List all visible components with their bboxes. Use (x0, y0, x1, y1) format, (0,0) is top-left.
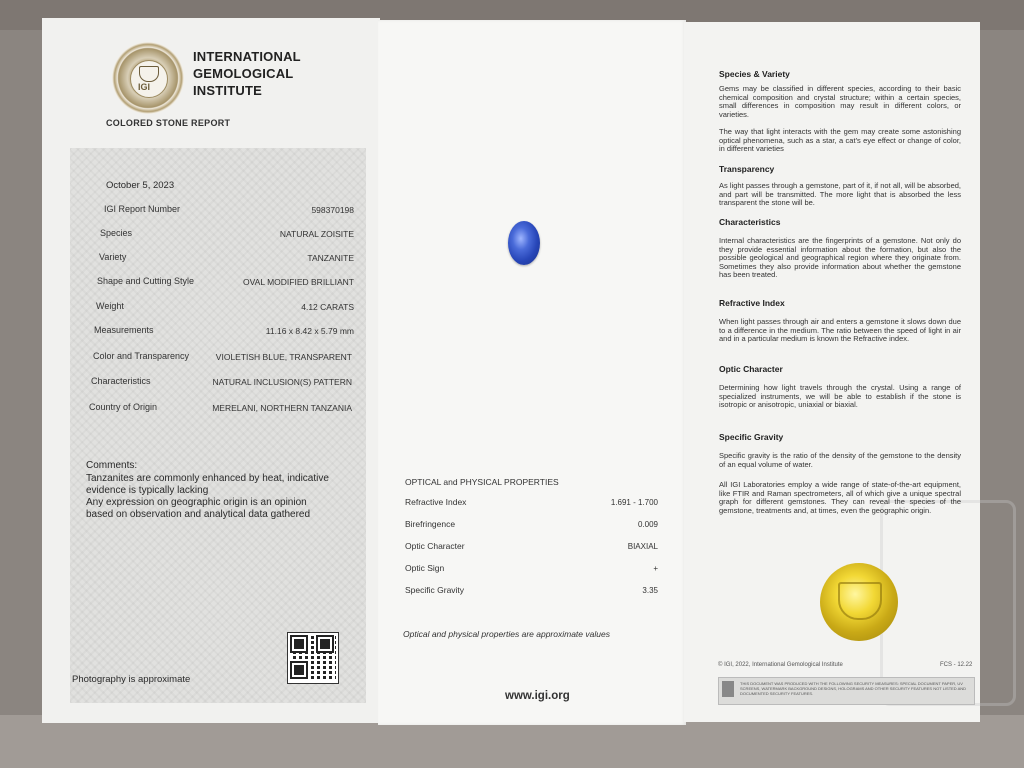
website-link[interactable]: www.igi.org (505, 690, 570, 702)
section-title-optic-character: Optic Character (719, 364, 783, 374)
photography-note: Photography is approximate (72, 674, 191, 685)
row-label-report-number: IGI Report Number (104, 204, 181, 214)
comment-line-1: Tanzanites are commonly enhanced by heat, indicative (86, 473, 329, 484)
row-label-shape: Shape and Cutting Style (97, 276, 195, 286)
row-label-origin: Country of Origin (89, 402, 158, 412)
logo-line-2: GEMOLOGICAL (193, 66, 294, 81)
row-label-measurements: Measurements (94, 325, 154, 335)
qr-finder-top-right (318, 637, 332, 651)
report-panel-middle (378, 20, 686, 725)
section-body-specific-gravity: Specific gravity is the ratio of the density of the gemstone to the density of an equal volume of water. (719, 451, 961, 469)
section-body-species-variety: Gems may be classified in different species, according to their basic chemical composition and crystal structure; within a certain species, small differences in composition may result in different colors, or varieties. (719, 84, 961, 119)
row-value-color: VIOLETISH BLUE, TRANSPARENT (215, 352, 352, 362)
opt-value-optic-sign: + (653, 564, 658, 573)
seal-initials: IGI (138, 82, 151, 92)
row-value-origin: MERELANI, NORTHERN TANZANIA (212, 403, 352, 413)
section-body-transparency: As light passes through a gemstone, part of it, if not all, will be absorbed, and part will be transmitted. The more light that is absorbed the less transparent the stone will be. (719, 181, 961, 208)
opt-value-birefringence: 0.009 (637, 520, 658, 529)
row-value-weight: 4.12 CARATS (301, 302, 354, 312)
security-features-text: THIS DOCUMENT WAS PRODUCED WITH THE FOLLOWING SECURITY MEASURES: SPECIAL DOCUMENT PAPER, UV SCREENS, WATERMARK BACKGROUND DESIGNS, HOLOGRAMS AND OTHER SECURITY FEATURES NOT LISTED AND DOCUMENTED SECURITY FEATURES. (740, 681, 967, 696)
section-body-laboratories: All IGI Laboratories employ a wide range of state-of-the-art equipment, like FTIR and Raman spectrometers, all of which give a unique spectral graph for different gemstones. They can reveal the species of the gemstone, treatments and, at times, even the geographic origin. (719, 480, 961, 515)
report-title: COLORED STONE REPORT (106, 118, 231, 128)
section-title-species-variety: Species & Variety (719, 69, 790, 79)
section-title-specific-gravity: Specific Gravity (719, 432, 784, 442)
row-label-characteristics: Characteristics (91, 376, 151, 386)
form-code: FCS - 12.22 (940, 662, 973, 668)
watermark-diamond (880, 500, 1016, 706)
logo-line-3: INSTITUTE (193, 83, 262, 98)
logo-line-1: INTERNATIONAL (193, 49, 301, 64)
section-body-phenomena: The way that light interacts with the gem may create some astonishing optical phenomena, such as a star, a cat's eye effect or change of color, in different varieties (719, 127, 961, 154)
opt-label-birefringence: Birefringence (405, 519, 456, 529)
opt-label-refractive-index: Refractive Index (405, 497, 467, 507)
row-label-color: Color and Transparency (93, 351, 190, 361)
qr-finder-bottom-left (292, 663, 306, 677)
row-value-measurements: 11.16 x 8.42 x 5.79 mm (265, 326, 354, 336)
opt-value-specific-gravity: 3.35 (642, 586, 658, 595)
qr-finder-top-left (292, 637, 306, 651)
institute-name (193, 48, 333, 99)
row-value-shape: OVAL MODIFIED BRILLIANT (243, 277, 354, 287)
row-value-species: NATURAL ZOISITE (279, 229, 354, 239)
comment-line-2: evidence is typically lacking (86, 485, 209, 496)
comment-line-4: based on observation and analytical data gathered (86, 509, 311, 520)
report-date: October 5, 2023 (106, 180, 175, 191)
opt-value-optic-character: BIAXIAL (627, 542, 658, 551)
document-icon (722, 681, 734, 697)
section-title-refractive-index: Refractive Index (719, 298, 785, 308)
row-label-variety: Variety (99, 252, 127, 262)
section-body-optic-character: Determining how light travels through the crystal. Using a range of specialized instruments, we will be able to establish if the stone is isotropic or anisotropic, uniaxial or biaxial. (719, 383, 961, 410)
row-label-species: Species (100, 228, 133, 238)
comment-line-3: Any expression on geographic origin is an opinion (86, 497, 307, 508)
tanzanite-photo (508, 221, 540, 265)
optical-properties-heading: OPTICAL and PHYSICAL PROPERTIES (405, 477, 559, 487)
section-body-characteristics: Internal characteristics are the fingerprints of a gemstone. Not only do they provide essential information about the formation, but also the possible geological and geographical region where they originate from. Sometimes they also provide information about whether the gemstone has been treated. (719, 236, 961, 280)
opt-label-specific-gravity: Specific Gravity (405, 585, 465, 595)
comments-label: Comments: (86, 460, 138, 471)
opt-label-optic-character: Optic Character (405, 541, 465, 551)
row-value-characteristics: NATURAL INCLUSION(S) PATTERN (212, 377, 352, 387)
opt-value-refractive-index: 1.691 - 1.700 (610, 498, 658, 507)
opt-label-optic-sign: Optic Sign (405, 563, 445, 573)
optical-disclaimer: Optical and physical properties are approximate values (403, 629, 610, 639)
row-value-report-number: 598370198 (311, 205, 354, 215)
section-title-characteristics: Characteristics (719, 217, 781, 227)
copyright-text: © IGI, 2022, International Gemological Institute (718, 662, 843, 668)
section-title-transparency: Transparency (719, 164, 775, 174)
hologram-diamond-icon (838, 582, 882, 620)
row-label-weight: Weight (96, 301, 124, 311)
row-value-variety: TANZANITE (307, 253, 354, 263)
section-body-refractive-index: When light passes through air and enters a gemstone it slows down due to a difference in the medium. The ratio between the speed of light in air and in a particular medium is known the Refractive index. (719, 317, 961, 344)
diamond-icon (139, 66, 159, 82)
